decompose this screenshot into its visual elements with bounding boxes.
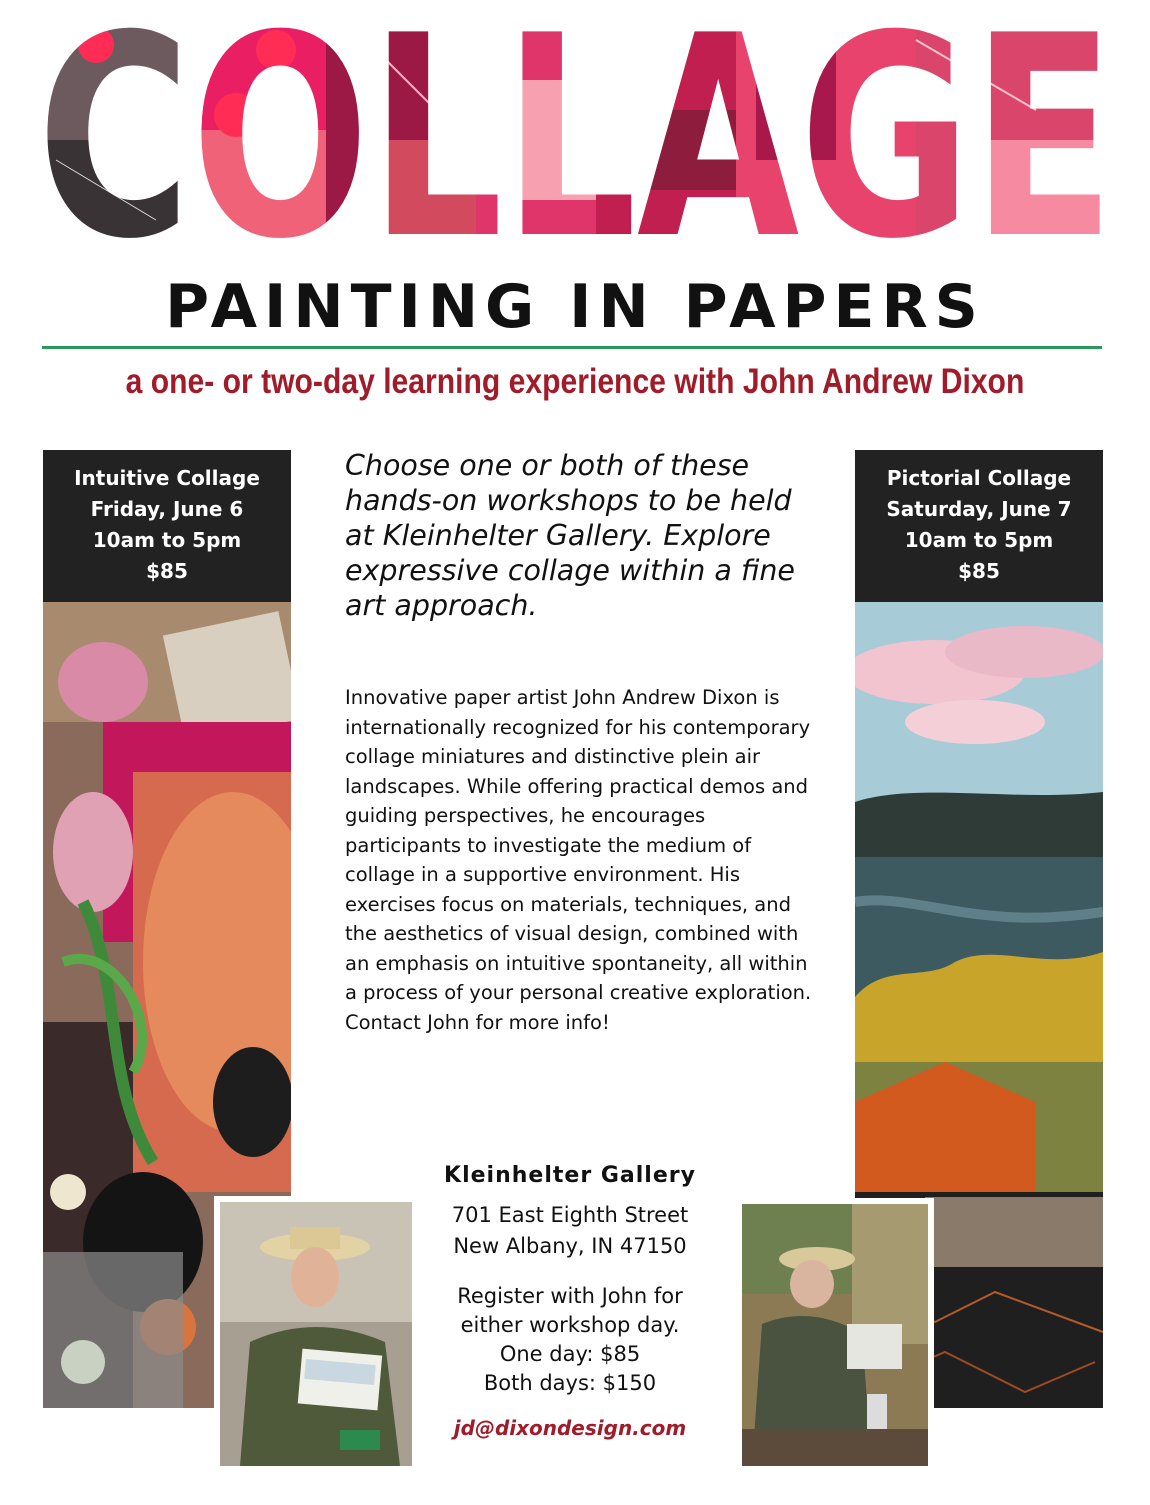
workshop-time: 10am to 5pm — [92, 528, 242, 552]
one-day-price: One day: $85 — [499, 1342, 641, 1366]
intro-text: Choose one or both of these hands-on workshops to be held at Kleinhelter Gallery. Explore expressive collage within a fine art approach. — [345, 449, 795, 622]
venue-city: New Albany, IN 47150 — [453, 1234, 687, 1258]
venue-name: Kleinhelter Gallery — [444, 1163, 696, 1188]
register-line-1: Register with John for — [457, 1284, 683, 1308]
collage-headline — [36, 20, 1116, 248]
green-divider — [42, 346, 1102, 349]
both-days-price: Both days: $150 — [483, 1371, 657, 1395]
artist-bio: Innovative paper artist John Andrew Dixon is internationally recognized for his contemporary collage miniatures and distinctive plein air landscapes. While offering practical demos and guiding perspectives, he encourages participants to investigate the medium of collage in a supportive environment. His exercises focus on materials, techniques, and the aesthetics of visual design, combined with an emphasis on intuitive spontaneity, all within a process of your personal creative exploration. Contact John for more info! — [345, 686, 812, 1034]
contact-email-link[interactable]: jd@dixondesign.com — [453, 1416, 687, 1440]
workshop-name: Pictorial Collage — [886, 466, 1072, 490]
venue-info — [405, 1163, 735, 1440]
register-line-2: either workshop day. — [460, 1313, 680, 1337]
workshop-price: $85 — [146, 559, 188, 583]
workshop-price: $85 — [958, 559, 1000, 583]
instructor-teaching-photo — [214, 1196, 418, 1472]
workshop-time: 10am to 5pm — [904, 528, 1054, 552]
workshop-day: Saturday, June 7 — [886, 497, 1072, 521]
workshop-day: Friday, June 6 — [90, 497, 244, 521]
workshop-name: Intuitive Collage — [74, 466, 260, 490]
instructor-plein-air-photo — [736, 1198, 934, 1472]
workshop-saturday-box — [855, 450, 1103, 602]
venue-street: 701 East Eighth Street — [451, 1203, 689, 1227]
tagline: a one- or two-day learning experience with John Andrew Dixon — [125, 362, 1025, 401]
workshop-friday-box — [43, 450, 291, 602]
collage-headline-art — [36, 20, 1116, 248]
collage-title: COLLAGE — [37, 20, 1115, 248]
subtitle: PAINTING IN PAPERS — [165, 272, 985, 342]
